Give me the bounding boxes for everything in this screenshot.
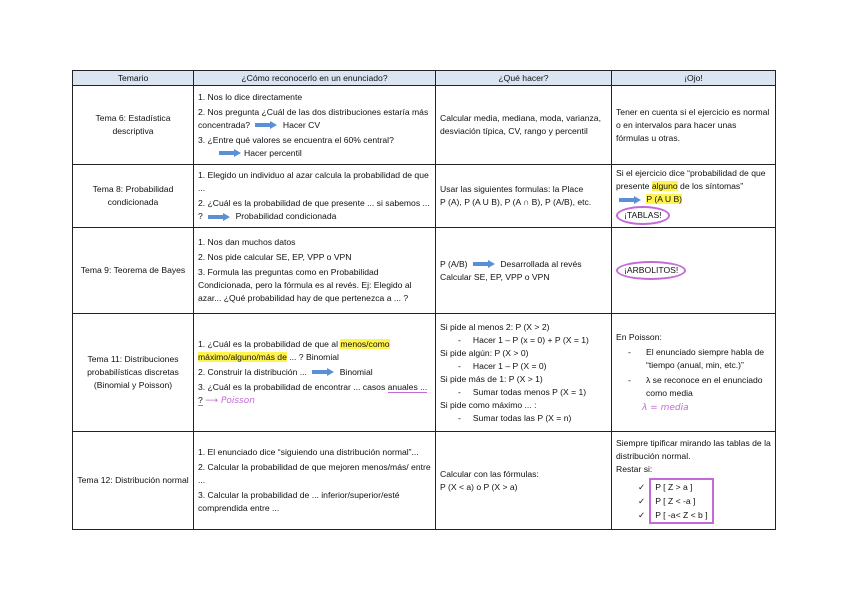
condition-item: P [ Z > a ]	[655, 482, 693, 492]
checkmark-icon: ✓	[638, 510, 646, 520]
table-row	[73, 228, 776, 314]
recognize-line	[198, 134, 431, 160]
todo-cell	[436, 314, 612, 432]
topic-cell: Tema 6: Estadística descriptiva	[73, 86, 194, 165]
right-arrow-icon	[619, 197, 641, 203]
check-list	[616, 478, 771, 524]
recognize-text: 3. ¿Entre qué valores se encuentra el 60% central?	[198, 134, 394, 145]
ojo-cell	[612, 165, 776, 228]
todo-line: - Sumar todas menos P (X = 1)	[440, 386, 607, 399]
condition-item: P [ Z < -a ]	[655, 496, 696, 506]
table-row	[73, 165, 776, 228]
recognize-line: 1. Nos lo dice directamente	[198, 91, 303, 102]
todo-line: Usar las siguientes formulas: la Place	[440, 184, 584, 194]
highlight: alguno	[651, 181, 678, 191]
table-row	[73, 86, 776, 165]
ojo-text: En Poisson:	[616, 331, 662, 342]
right-arrow-icon	[219, 150, 241, 156]
table-row	[73, 314, 776, 432]
recognize-result: Probabilidad condicionada	[235, 211, 337, 221]
right-arrow-icon	[312, 369, 334, 375]
recognize-line: 1. ¿Cuál es la probabilidad de que al menos/como máximo/alguno/más de ... ? Binomial	[198, 338, 390, 362]
todo-line: Calcular SE, EP, VPP o VPN	[440, 271, 550, 282]
recognize-line: 1. Elegido un individuo al azar calcula la probabilidad de que ...	[198, 170, 429, 193]
topic-cell: Tema 11: Distribuciones probabilísticas discretas (Binomial y Poisson)	[73, 314, 194, 432]
circled-note: ¡ARBOLITOS!	[616, 261, 686, 280]
todo-line: Si pide más de 1: P (X > 1)	[440, 373, 543, 384]
recognize-line: 3. Formula las preguntas como en Probabilidad Condicionada, pero la fórmula es al revés. Ej: Elegido al azar... ¿Qué probabilidad hay de que pertenezca a ... ?	[198, 267, 412, 303]
topic-cell: Tema 9: Teorema de Bayes	[73, 228, 194, 314]
recognize-result: Hacer CV	[282, 119, 321, 130]
todo-line: P (A/B) Desarrollada al revés	[440, 258, 582, 269]
recognize-line: 2. Construir la distribución ... Binomial	[198, 366, 373, 377]
pen-arrow-icon: ⟶	[205, 395, 221, 406]
recognize-text: 2. Nos pregunta ¿Cuál de las dos distribuciones estaría más concentrada?	[198, 106, 429, 130]
recognize-line: 2. Calcular la probabilidad de que mejoren menos/más/ entre ...	[198, 462, 431, 485]
todo-line: - Sumar todas las P (X = n)	[440, 412, 607, 425]
todo-line: P (X < a) o P (X > a)	[440, 481, 518, 492]
ojo-cell	[612, 314, 776, 432]
recognize-line	[198, 197, 431, 223]
underlined-text: anuales ... ?	[198, 381, 428, 405]
recognize-cell	[194, 432, 436, 530]
todo-line: Calcular con las fórmulas:	[440, 468, 539, 479]
highlight: P (A U B)	[646, 194, 683, 204]
todo-line: P (A), P (A U B), P (A ∩ B), P (A/B), etc.	[440, 197, 592, 207]
recognize-cell	[194, 228, 436, 314]
recognize-cell	[194, 165, 436, 228]
recognize-cell	[194, 314, 436, 432]
recognize-line	[198, 106, 431, 132]
circled-note: ¡TABLAS!	[616, 206, 670, 225]
todo-line: Si pide como máximo ... :	[440, 399, 537, 410]
recognize-line: 3. ¿Cuál es la probabilidad de encontrar ... casos anuales ... ? ⟶ Poisson	[198, 381, 428, 406]
ojo-text: Restar si:	[616, 464, 653, 474]
todo-cell	[436, 432, 612, 530]
boxed-conditions	[649, 478, 713, 524]
recognize-line: 2. Nos pide calcular SE, EP, VPP o VPN	[198, 252, 352, 262]
todo-line: Si pide al menos 2: P (X > 2)	[440, 321, 550, 332]
ojo-list	[616, 346, 771, 400]
recognize-text: 2. ¿Cuál es la probabilidad de que presente ... si sabemos ... ?	[198, 198, 430, 221]
condition-item: P [ -a< Z < b ]	[655, 510, 708, 520]
todo-cell: Calcular media, mediana, moda, varianza, desviación típica, CV, rango y percentil	[436, 86, 612, 165]
list-item: - El enunciado siempre habla de “tiempo (anual, min, etc.)”	[628, 346, 771, 372]
checkmark-column	[616, 480, 645, 522]
todo-cell	[436, 165, 612, 228]
table-row	[73, 432, 776, 530]
todo-line: - Hacer 1 – P (X = 0)	[440, 360, 607, 373]
right-arrow-icon	[255, 122, 277, 128]
recognize-line: 1. Nos dan muchos datos	[198, 237, 296, 247]
recognize-cell	[194, 86, 436, 165]
checkmark-icon: ✓	[638, 496, 646, 506]
ojo-cell	[612, 432, 776, 530]
header-hacer: ¿Qué hacer?	[436, 71, 612, 86]
recognize-line: 3. Calcular la probabilidad de ... inferior/superior/esté comprendida entre ...	[198, 490, 400, 513]
header-ojo: ¡Ojo!	[612, 71, 776, 86]
checkmark-icon: ✓	[638, 482, 646, 492]
right-arrow-icon	[473, 261, 495, 267]
handwritten-note: λ = media	[642, 402, 689, 413]
handwritten-note: ⟶ Poisson	[205, 395, 255, 406]
study-table	[72, 70, 776, 530]
topic-cell: Tema 12: Distribución normal	[73, 432, 194, 530]
todo-line: - Hacer 1 – P (x = 0) + P (X = 1)	[440, 334, 607, 347]
ojo-cell	[612, 228, 776, 314]
header-row	[73, 71, 776, 86]
right-arrow-icon	[208, 214, 230, 220]
topic-cell: Tema 8: Probabilidad condicionada	[73, 165, 194, 228]
todo-line: Si pide algún: P (X > 0)	[440, 347, 529, 358]
recognize-result: Hacer percentil	[244, 147, 302, 158]
header-reconocer: ¿Cómo reconocerlo en un enunciado?	[194, 71, 436, 86]
recognize-line: 1. El enunciado dice “siguiendo una distribución normal”...	[198, 447, 419, 457]
list-item: - λ se reconoce en el enunciado como media	[628, 374, 771, 400]
header-temario: Temario	[73, 71, 194, 86]
ojo-text: Siempre tipificar mirando las tablas de la distribución normal.	[616, 438, 771, 461]
ojo-cell: Tener en cuenta si el ejercicio es normal o en intervalos para hacer unas fórmulas u otras.	[612, 86, 776, 165]
todo-cell	[436, 228, 612, 314]
highlight: menos/como máximo/alguno/más de	[198, 338, 390, 362]
ojo-text: Si el ejercicio dice “probabilidad de que presente alguno de los síntomas” P (A U B)	[616, 168, 766, 204]
